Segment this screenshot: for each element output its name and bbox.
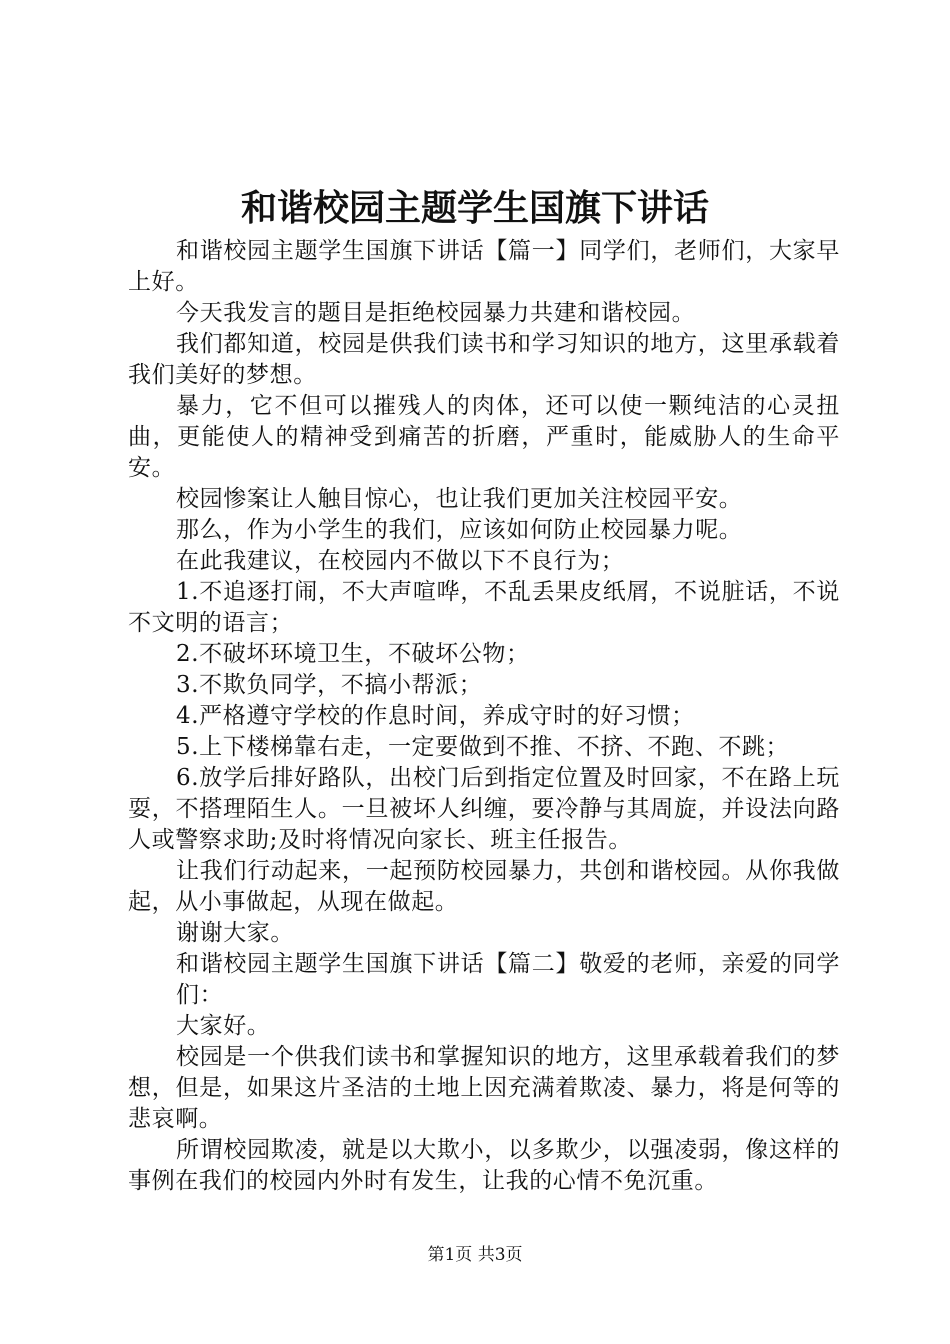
paragraph: 校园是一个供我们读书和掌握知识的地方，这里承载着我们的梦想，但是，如果这片圣洁的土地上因充满着欺凌、暴力，将是何等的悲哀啊。 [128,1044,840,1132]
list-item: 5.上下楼梯靠右走，一定要做到不推、不挤、不跑、不跳； [176,734,790,760]
page-number: 第1页 共3页 [427,1245,523,1265]
paragraph: 那么，作为小学生的我们，应该如何防止校园暴力呢。 [176,517,743,543]
list-item: 2.不破坏环境卫生，不破坏公物； [176,641,530,667]
list-item: 3.不欺负同学，不搞小帮派； [176,672,483,698]
document-title: 和谐校园主题学生国旗下讲话 [240,187,709,229]
paragraph: 我们都知道，校园是供我们读书和学习知识的地方，这里承载着我们美好的梦想。 [128,331,840,388]
paragraph: 暴力，它不但可以摧残人的肉体，还可以使一颗纯洁的心灵扭曲，更能使人的精神受到痛苦的折磨，严重时，能威胁人的生命平安。 [128,393,840,481]
paragraph: 所谓校园欺凌，就是以大欺小，以多欺少，以强凌弱，像这样的事例在我们的校园内外时有发生，让我的心情不免沉重。 [128,1137,840,1194]
paragraph: 大家好。 [176,1013,271,1039]
paragraph: 校园惨案让人触目惊心，也让我们更加关注校园平安。 [176,486,743,512]
paragraph: 让我们行动起来，一起预防校园暴力，共创和谐校园。从你我做起，从小事做起，从现在做起。 [128,858,840,915]
paragraph: 今天我发言的题目是拒绝校园暴力共建和谐校园。 [176,300,696,326]
paragraph: 和谐校园主题学生国旗下讲话【篇一】同学们，老师们，大家早上好。 [128,238,840,295]
list-item: 4.严格遵守学校的作息时间，养成守时的好习惯； [176,703,695,729]
paragraph: 谢谢大家。 [176,920,294,946]
paragraph: 在此我建议，在校园内不做以下不良行为； [176,548,625,574]
list-item: 6.放学后排好路队，出校门后到指定位置及时回家，不在路上玩耍，不搭理陌生人。一旦被坏人纠缠，要冷静与其周旋，并设法向路人或警察求助;及时将情况向家长、班主任报告。 [128,765,840,853]
list-item: 1.不追逐打闹，不大声喧哗，不乱丢果皮纸屑，不说脏话，不说不文明的语言； [128,579,840,636]
section-heading: 和谐校园主题学生国旗下讲话【篇二】敬爱的老师，亲爱的同学们： [176,951,840,1008]
document-body [128,236,840,1197]
